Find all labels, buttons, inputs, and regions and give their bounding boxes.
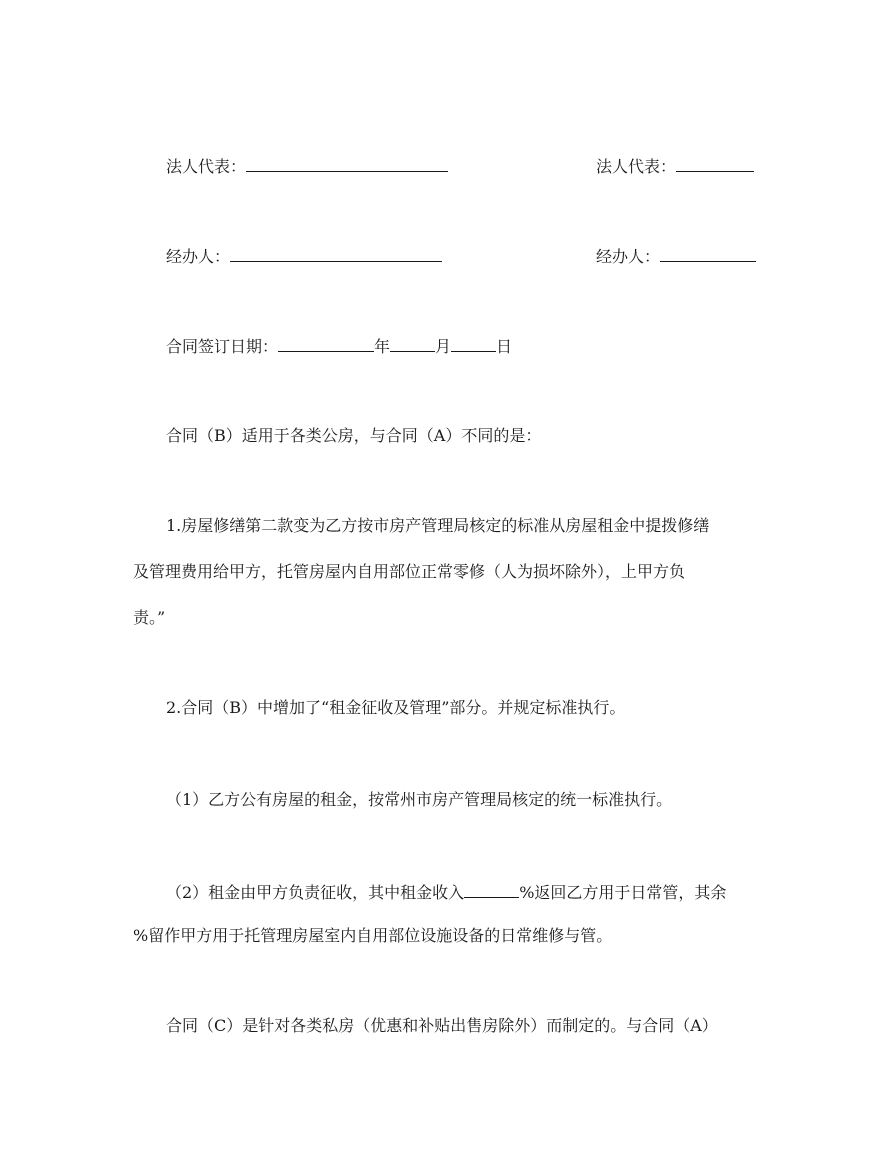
party-b-rep-row bbox=[596, 154, 754, 174]
item1-line3: 责。” bbox=[133, 608, 166, 627]
item2: 2.合同（B）中增加了“租金征收及管理”部分。并规定标准执行。 bbox=[166, 698, 626, 717]
day-blank bbox=[451, 334, 496, 352]
sub2-part1: （2）租金由甲方负责征收，其中租金收入 bbox=[166, 883, 465, 902]
party-a-rep-row bbox=[166, 154, 448, 174]
item1-line2: 及管理费用给甲方，托管房屋内自用部位正常零修（人为损坏除外），上甲方负 bbox=[133, 562, 686, 581]
item1-line1: 1.房屋修缮第二款变为乙方按市房产管理局核定的标准从房屋租金中提拨修缮 bbox=[166, 516, 710, 535]
party-b-rep-blank bbox=[676, 154, 754, 172]
sub2-part2: %返回乙方用于日常管，其余 bbox=[519, 883, 727, 902]
party-a-rep-label: 法人代表： bbox=[166, 157, 247, 176]
signing-date-row bbox=[166, 334, 512, 354]
month-label: 月 bbox=[435, 337, 452, 356]
sub-item-1: （1）乙方公有房屋的租金，按常州市房产管理局核定的统一标准执行。 bbox=[166, 790, 673, 809]
sub-item-2-line2: %留作甲方用于托管理房屋室内自用部位设施设备的日常维修与管。 bbox=[133, 926, 613, 945]
party-b-rep-label: 法人代表： bbox=[596, 157, 677, 176]
party-b-agent-blank bbox=[660, 244, 756, 262]
party-a-agent-label: 经办人： bbox=[166, 247, 231, 266]
year-label: 年 bbox=[374, 337, 391, 356]
sub-item-2-line1 bbox=[166, 880, 726, 900]
party-b-agent-label: 经办人： bbox=[596, 247, 661, 266]
percent-blank bbox=[464, 880, 519, 898]
party-b-agent-row bbox=[596, 244, 756, 264]
party-a-rep-blank bbox=[246, 154, 448, 172]
party-a-agent-row bbox=[166, 244, 442, 264]
day-label: 日 bbox=[496, 337, 513, 356]
date-label: 合同签订日期： bbox=[166, 337, 279, 356]
month-blank bbox=[390, 334, 435, 352]
year-blank bbox=[278, 334, 374, 352]
contract-b-intro: 合同（B）适用于各类公房，与合同（A）不同的是： bbox=[166, 426, 542, 445]
contract-c-intro: 合同（C）是针对各类私房（优惠和补贴出售房除外）而制定的。与合同（A） bbox=[166, 1016, 718, 1035]
party-a-agent-blank bbox=[230, 244, 442, 262]
